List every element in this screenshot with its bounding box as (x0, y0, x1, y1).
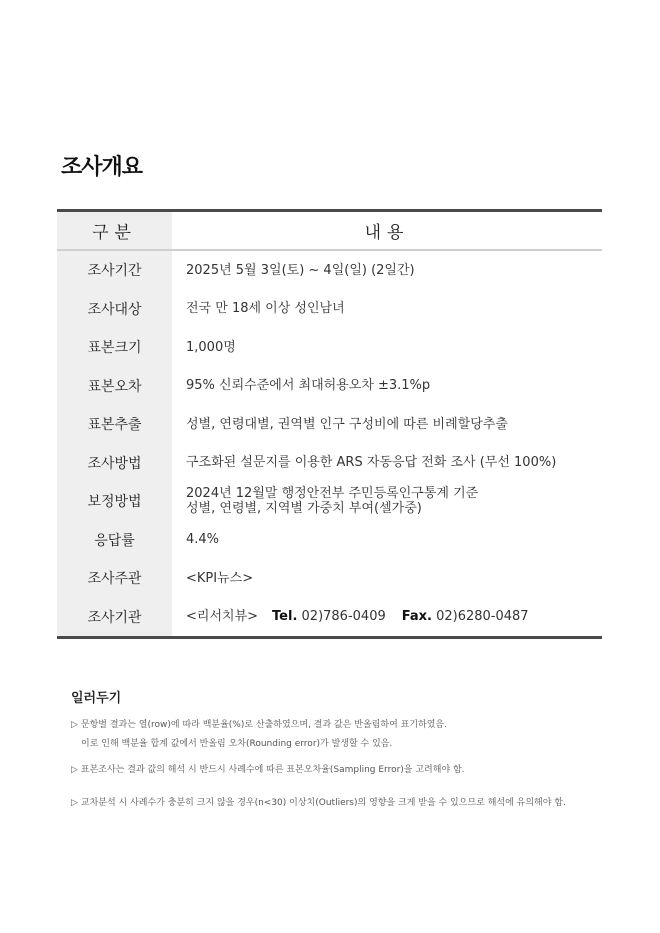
triangle-marker-icon: ▷ (71, 765, 78, 775)
table-row (57, 405, 602, 444)
note-text: 이로 인해 백분율 합계 값에서 반올림 오차(Rounding error)가 발생할 수 있음. (81, 739, 393, 749)
note-item (81, 736, 392, 749)
row-label: 조사대상 (57, 290, 172, 329)
row-label: 조사방법 (57, 444, 172, 483)
table-row (57, 482, 602, 521)
table-row (57, 367, 602, 406)
note-text: 표본조사는 결과 값의 해석 시 반드시 사례수에 따른 표본오차율(Sampling Error)을 고려해야 함. (80, 765, 465, 775)
row-value (172, 482, 602, 521)
fax-label: Fax. (401, 609, 432, 625)
row-label: 표본크기 (57, 328, 172, 367)
table-header-row (57, 211, 602, 251)
row-value: 4.4% (186, 532, 220, 548)
agency-name: <리서치뷰> (186, 609, 259, 625)
tel-number: 02)786-0409 (301, 609, 386, 625)
row-label: 조사기간 (57, 250, 172, 290)
notes-title: 일러두기 (71, 691, 122, 706)
table-row (57, 521, 602, 560)
table-row (57, 250, 602, 290)
table-row (57, 290, 602, 329)
header-category: 구분 (57, 211, 172, 251)
triangle-marker-icon: ▷ (71, 798, 78, 808)
row-label: 표본추출 (57, 405, 172, 444)
row-value: 2025년 5월 3일(토) ~ 4일(일) (2일간) (186, 262, 415, 278)
row-value: 1,000명 (186, 339, 236, 355)
table-row (57, 444, 602, 483)
row-value: <KPI뉴스> (186, 570, 254, 586)
row-label: 보정방법 (57, 482, 172, 521)
note-text: 문항별 결과는 열(row)에 따라 백분율(%)로 산출하였으며, 결과 값은 반올림하여 표기하였음. (80, 720, 447, 730)
note-item (71, 762, 465, 775)
row-value (172, 598, 602, 638)
header-content: 내용 (172, 211, 602, 251)
table-row (57, 559, 602, 598)
fax-number: 02)6280-0487 (436, 609, 529, 625)
page-title: 조사개요 (61, 155, 143, 180)
row-value: 95% 신뢰수준에서 최대허용오차 ±3.1%p (186, 378, 431, 394)
table-row (57, 328, 602, 367)
row-value-line: 2024년 12월말 행정안전부 주민등록인구통계 기준 (186, 486, 479, 502)
row-value: 구조화된 설문지를 이용한 ARS 자동응답 전화 조사 (무선 100%) (186, 455, 557, 471)
note-item (71, 795, 566, 808)
row-label: 조사주관 (57, 559, 172, 598)
tel-label: Tel. (272, 609, 298, 625)
table-row (57, 598, 602, 638)
row-value: 성별, 연령대별, 권역별 인구 구성비에 따른 비례할당추출 (186, 416, 508, 432)
note-item (71, 717, 447, 730)
row-value-line: 성별, 연령별, 지역별 가중치 부여(셀가중) (186, 501, 422, 517)
survey-summary-table (57, 209, 602, 639)
row-label: 조사기관 (57, 598, 172, 638)
row-label: 표본오차 (57, 367, 172, 406)
triangle-marker-icon: ▷ (71, 720, 78, 730)
row-value: 전국 만 18세 이상 성인남녀 (186, 301, 345, 317)
note-text: 교차분석 시 사례수가 충분히 크지 않을 경우(n<30) 이상치(Outliers)의 영향을 크게 받을 수 있으므로 해석에 유의해야 함. (80, 798, 566, 808)
row-label: 응답률 (57, 521, 172, 560)
